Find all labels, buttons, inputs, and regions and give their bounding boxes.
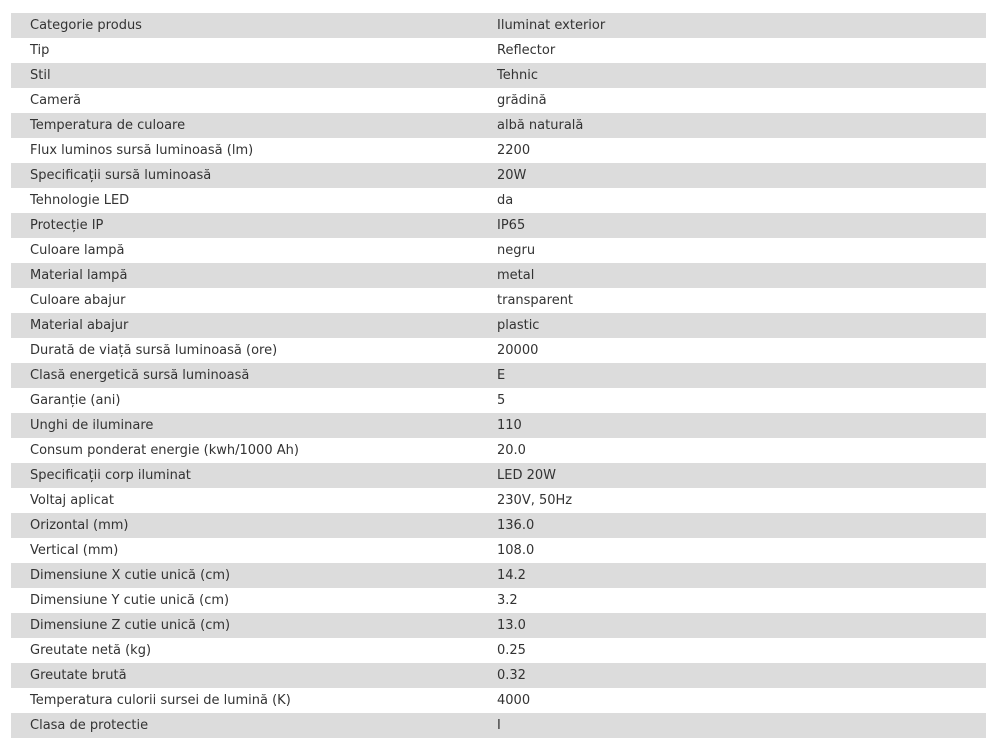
spec-row — [11, 388, 986, 413]
spec-label: Vertical (mm) — [11, 538, 478, 563]
spec-row — [11, 138, 986, 163]
spec-value: 0.32 — [478, 663, 986, 688]
spec-row — [11, 638, 986, 663]
spec-value: transparent — [478, 288, 986, 313]
spec-value: E — [478, 363, 986, 388]
spec-table-body — [11, 13, 986, 738]
spec-value: 2200 — [478, 138, 986, 163]
spec-value: 110 — [478, 413, 986, 438]
spec-label: Dimensiune Y cutie unică (cm) — [11, 588, 478, 613]
spec-value: 20W — [478, 163, 986, 188]
spec-label: Clasă energetică sursă luminoasă — [11, 363, 478, 388]
spec-label: Tehnologie LED — [11, 188, 478, 213]
spec-value: 3.2 — [478, 588, 986, 613]
spec-value: Tehnic — [478, 63, 986, 88]
spec-label: Temperatura de culoare — [11, 113, 478, 138]
spec-label: Temperatura culorii sursei de lumină (K) — [11, 688, 478, 713]
spec-row — [11, 188, 986, 213]
product-spec-table — [11, 13, 986, 738]
spec-label: Greutate netă (kg) — [11, 638, 478, 663]
spec-row — [11, 238, 986, 263]
spec-label: Durată de viață sursă luminoasă (ore) — [11, 338, 478, 363]
spec-value: LED 20W — [478, 463, 986, 488]
spec-row — [11, 463, 986, 488]
spec-label: Culoare abajur — [11, 288, 478, 313]
spec-value: 230V, 50Hz — [478, 488, 986, 513]
spec-value: 13.0 — [478, 613, 986, 638]
spec-row — [11, 563, 986, 588]
spec-label: Material lampă — [11, 263, 478, 288]
spec-label: Greutate brută — [11, 663, 478, 688]
spec-row — [11, 713, 986, 738]
spec-value: 20000 — [478, 338, 986, 363]
spec-label: Specificații sursă luminoasă — [11, 163, 478, 188]
spec-value: grădină — [478, 88, 986, 113]
spec-label: Consum ponderat energie (kwh/1000 Ah) — [11, 438, 478, 463]
spec-value: 136.0 — [478, 513, 986, 538]
spec-value: metal — [478, 263, 986, 288]
spec-row — [11, 613, 986, 638]
spec-row — [11, 438, 986, 463]
spec-label: Voltaj aplicat — [11, 488, 478, 513]
spec-row — [11, 263, 986, 288]
spec-value: Reflector — [478, 38, 986, 63]
spec-value: plastic — [478, 313, 986, 338]
spec-row — [11, 163, 986, 188]
spec-label: Garanție (ani) — [11, 388, 478, 413]
spec-row — [11, 588, 986, 613]
spec-row — [11, 313, 986, 338]
spec-row — [11, 288, 986, 313]
spec-label: Clasa de protectie — [11, 713, 478, 738]
spec-row — [11, 13, 986, 38]
spec-value: 20.0 — [478, 438, 986, 463]
spec-label: Tip — [11, 38, 478, 63]
spec-label: Cameră — [11, 88, 478, 113]
spec-row — [11, 213, 986, 238]
spec-label: Culoare lampă — [11, 238, 478, 263]
spec-value: 14.2 — [478, 563, 986, 588]
spec-row — [11, 488, 986, 513]
spec-row — [11, 538, 986, 563]
spec-label: Flux luminos sursă luminoasă (lm) — [11, 138, 478, 163]
spec-row — [11, 363, 986, 388]
spec-label: Categorie produs — [11, 13, 478, 38]
spec-label: Material abajur — [11, 313, 478, 338]
spec-label: Orizontal (mm) — [11, 513, 478, 538]
spec-row — [11, 113, 986, 138]
spec-label: Specificații corp iluminat — [11, 463, 478, 488]
spec-label: Dimensiune Z cutie unică (cm) — [11, 613, 478, 638]
spec-value: 108.0 — [478, 538, 986, 563]
spec-value: da — [478, 188, 986, 213]
spec-row — [11, 413, 986, 438]
spec-value: 5 — [478, 388, 986, 413]
spec-row — [11, 88, 986, 113]
spec-value: albă naturală — [478, 113, 986, 138]
spec-row — [11, 338, 986, 363]
spec-label: Dimensiune X cutie unică (cm) — [11, 563, 478, 588]
spec-row — [11, 663, 986, 688]
spec-row — [11, 63, 986, 88]
spec-value: I — [478, 713, 986, 738]
spec-label: Protecție IP — [11, 213, 478, 238]
spec-label: Stil — [11, 63, 478, 88]
spec-value: negru — [478, 238, 986, 263]
spec-value: Iluminat exterior — [478, 13, 986, 38]
spec-row — [11, 38, 986, 63]
spec-value: 4000 — [478, 688, 986, 713]
spec-row — [11, 688, 986, 713]
spec-label: Unghi de iluminare — [11, 413, 478, 438]
spec-row — [11, 513, 986, 538]
spec-value: 0.25 — [478, 638, 986, 663]
spec-value: IP65 — [478, 213, 986, 238]
